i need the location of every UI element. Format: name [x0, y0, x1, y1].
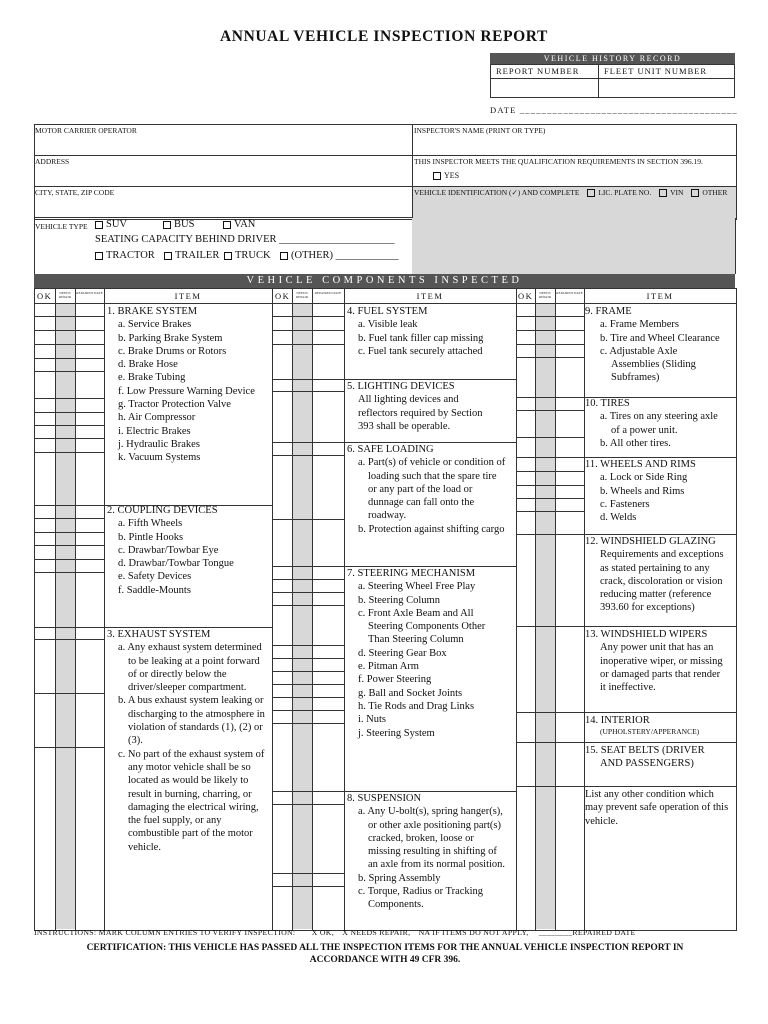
fuel-item: b. Fuel tank filler cap missing [358, 332, 484, 344]
ok-header-3: OK [518, 291, 534, 301]
steering-mechanism-title: 7. STEERING MECHANISM [347, 568, 476, 579]
steering-item: i. Nuts [358, 714, 387, 726]
lighting-devices-section [347, 380, 516, 433]
needs-repair-column-1 [55, 303, 75, 929]
motor-carrier-operator-label: MOTOR CARRIER OPERATOR [35, 126, 137, 135]
fleet-unit-label: FLEET UNIT NUMBER [604, 66, 708, 76]
exhaust-text: violation of standards (1), (2) or [128, 722, 263, 734]
brake-system-title: 1. BRAKE SYSTEM [107, 306, 198, 317]
exhaust-text: the fuel supply, or any [128, 815, 222, 827]
lighting-text: 393 shall be operable. [358, 420, 451, 432]
carrier-info-block [34, 124, 737, 220]
instructions-repair: X NEEDS REPAIR, [342, 928, 411, 937]
coupling-devices-title: 2. COUPLING DEVICES [107, 505, 218, 516]
brake-item: i. Electric Brakes [118, 425, 191, 437]
tires-text: b. All other tires. [600, 437, 671, 449]
steering-item: d. Steering Gear Box [358, 647, 447, 659]
exhaust-text: to be leaking at a point forward [128, 655, 260, 667]
item-header-3: ITEM [646, 291, 674, 301]
frame-item: Assemblies (Sliding [611, 359, 696, 371]
glazing-text: Requirements and exceptions [600, 549, 724, 561]
loading-text: or any part of the load or [368, 483, 473, 495]
exhaust-text: b. A bus exhaust system leaking or [118, 695, 264, 707]
exhaust-text: vehicle. [128, 841, 161, 853]
wheels-item: b. Wheels and Rims [600, 485, 685, 497]
windshield-glazing-title: 12. WINDSHIELD GLAZING [585, 536, 716, 547]
suspension-text: a. Any U-bolt(s), spring hanger(s), [358, 806, 503, 818]
steering-item: e. Pitman Arm [358, 661, 419, 673]
fuel-system-section [347, 305, 516, 358]
wheels-item: c. Fasteners [600, 498, 650, 510]
trailer-checkbox-icon[interactable] [164, 252, 172, 260]
tractor-checkbox-icon[interactable] [95, 252, 103, 260]
tires-text: of a power unit. [611, 424, 678, 436]
brake-item: c. Brake Drums or Rotors [118, 345, 227, 357]
steering-mechanism-section [347, 567, 516, 740]
frame-item: a. Frame Members [600, 319, 680, 331]
brake-item: k. Vacuum Systems [118, 452, 201, 464]
certification-statement: CERTIFICATION: THIS VEHICLE HAS PASSED ALL THE INSPECTION ITEMS FOR THE ANNUAL VEHICLE INSPECTION REPORT IN ACCORDANCE WITH 49 CFR 396. [86, 943, 684, 965]
tires-title: 10. TIRES [585, 398, 630, 409]
city-state-zip-label: CITY, STATE, ZIP CODE [35, 188, 115, 197]
seat-belts-cont: AND PASSENGERS) [600, 758, 694, 770]
tires-section [585, 397, 736, 450]
interior-subtitle: (UPHOLSTERY/APPERANCE) [600, 727, 700, 737]
instructions-line [34, 928, 735, 937]
fuel-item: c. Fuel tank securely attached [358, 345, 483, 357]
lighting-text: All lighting devices and [358, 394, 459, 406]
glazing-text: as stated pertaining to any [600, 562, 710, 574]
lic-plate-option[interactable]: LIC. PLATE NO. [587, 188, 651, 197]
report-number-field[interactable] [491, 78, 599, 97]
steering-item: Steering Components Other [368, 621, 486, 633]
needs-repair-column-2 [292, 303, 312, 929]
safe-loading-title: 6. SAFE LOADING [347, 444, 434, 455]
exhaust-text: (3). [128, 735, 143, 747]
steering-item: Than Steering Column [368, 634, 464, 646]
instructions-repaired-date: ________REPAIRED DATE [538, 928, 636, 937]
exhaust-text: of or directly below the [128, 668, 227, 680]
bus-option[interactable]: BUS [163, 219, 194, 230]
seating-capacity-field[interactable]: SEATING CAPACITY BEHIND DRIVER ______________________ [95, 234, 395, 245]
suspension-text: missing resulting in shifting of [368, 846, 497, 858]
trailer-option[interactable]: TRAILER [164, 250, 219, 261]
tires-text: a. Tires on any steering axle [600, 411, 718, 423]
other-condition-text: vehicle. [585, 815, 618, 827]
suv-option[interactable]: SUV [95, 219, 127, 230]
lic-plate-checkbox-icon[interactable] [587, 189, 595, 197]
interior-title: 14. INTERIOR [585, 715, 650, 726]
suspension-text: cracked, broken, loose or [368, 832, 474, 844]
suv-checkbox-icon[interactable] [95, 221, 103, 229]
vehicle-history-grid [490, 64, 735, 98]
coupling-item: d. Drawbar/Towbar Tongue [118, 558, 234, 570]
ok-header-2: OK [275, 291, 291, 301]
repaired-date-header-1: REPAIRED DATE [76, 291, 103, 295]
seat-belts-title: 15. SEAT BELTS (DRIVER [585, 745, 705, 756]
coupling-devices-section [107, 504, 272, 597]
brake-item: b. Parking Brake System [118, 332, 223, 344]
wheels-item: a. Lock or Side Ring [600, 472, 688, 484]
wipers-text: inoperative wiper, or missing [600, 655, 723, 667]
wheels-item: d. Welds [600, 512, 637, 524]
exhaust-text: a. Any exhaust system determined [118, 642, 262, 654]
wipers-text: or damaged parts that render [600, 668, 721, 680]
glazing-text: crack, discoloration or vision [600, 575, 723, 587]
frame-item: b. Tire and Wheel Clearance [600, 332, 720, 344]
other-id-checkbox-icon[interactable] [691, 189, 699, 197]
item-header-1: ITEM [174, 291, 202, 301]
steering-item: f. Power Steering [358, 674, 432, 686]
needs-repair-header-1: NEEDS REPAIR [58, 291, 72, 299]
wipers-text: Any power unit that has an [600, 642, 714, 654]
qualification-yes[interactable] [433, 171, 459, 180]
frame-item: Subframes) [611, 372, 660, 384]
brake-system-section [107, 305, 272, 465]
frame-item: c. Adjustable Axle [600, 345, 678, 357]
frame-title: 9. FRAME [585, 306, 632, 317]
coupling-item: f. Saddle-Mounts [118, 584, 191, 596]
coupling-item: c. Drawbar/Towbar Eye [118, 544, 219, 556]
glazing-text: reducing matter (reference [600, 589, 712, 601]
repaired-date-header-3: REPAIRED DATE [556, 291, 583, 295]
steering-item: c. Front Axle Beam and All [358, 607, 474, 619]
wipers-text: it ineffective. [600, 682, 656, 694]
exhaust-text: c. No part of the exhaust system of [118, 748, 265, 760]
ok-header-1: OK [37, 291, 53, 301]
exhaust-text: any motor vehicle shall be so [128, 761, 251, 773]
components-header: VEHICLE COMPONENTS INSPECTED [34, 274, 735, 288]
seat-belts-section [585, 744, 736, 771]
tractor-option[interactable]: TRACTOR [95, 250, 155, 261]
address-label: ADDRESS [35, 157, 70, 166]
suspension-text: b. Spring Assembly [358, 872, 441, 884]
glazing-text: 393.60 for exceptions) [600, 602, 695, 614]
exhaust-system-title: 3. EXHAUST SYSTEM [107, 629, 211, 640]
report-title: ANNUAL VEHICLE INSPECTION REPORT [220, 28, 548, 45]
fuel-item: a. Visible leak [358, 319, 418, 331]
yes-label: YES [444, 171, 460, 180]
vehicle-type-label: VEHICLE TYPE [35, 222, 88, 231]
brake-item: d. Brake Hose [118, 359, 178, 371]
components-grid [34, 288, 737, 931]
needs-repair-header-3: NEEDS REPAIR [538, 291, 552, 299]
suspension-section [347, 792, 516, 912]
exhaust-text: damaging the electrical wiring, [128, 801, 259, 813]
wheels-rims-title: 11. WHEELS AND RIMS [585, 459, 696, 470]
frame-section [585, 305, 736, 385]
exhaust-text: located as would be likely to [128, 775, 249, 787]
coupling-item: a. Fifth Wheels [118, 518, 183, 530]
agency-field[interactable] [412, 218, 736, 274]
brake-item: g. Tractor Protection Valve [118, 399, 231, 411]
vehicle-history-record [490, 53, 735, 98]
inspector-name-label: INSPECTOR'S NAME (PRINT OR TYPE) [414, 126, 546, 135]
loading-text: loading such that the spare tire [368, 470, 497, 482]
yes-checkbox-icon[interactable] [433, 172, 441, 180]
report-number-label: REPORT NUMBER [491, 65, 599, 78]
other-vehicle-option[interactable]: (OTHER) ____________ [280, 250, 399, 261]
wheels-rims-section [585, 458, 736, 524]
loading-text: b. Protection against shifting cargo [358, 523, 505, 535]
needs-repair-header-2: NEEDS REPAIR [295, 291, 309, 299]
qualification-label: THIS INSPECTOR MEETS THE QUALIFICATION REQUIREMENTS IN SECTION 396.19. [414, 157, 703, 166]
windshield-wipers-title: 13. WINDSHIELD WIPERS [585, 629, 708, 640]
exhaust-text: discharging to the atmosphere in [128, 708, 265, 720]
suspension-text: an axle from its normal position. [368, 859, 506, 871]
suspension-text: c. Torque, Radius or Tracking [358, 886, 484, 898]
loading-text: roadway. [368, 510, 407, 522]
loading-text: a. Part(s) of vehicle or condition of [358, 457, 506, 469]
safe-loading-section [347, 443, 516, 536]
van-checkbox-icon[interactable] [223, 221, 231, 229]
exhaust-text: result in burning, charring, or [128, 788, 252, 800]
lighting-devices-title: 5. LIGHTING DEVICES [347, 381, 455, 392]
vehicle-history-header: VEHICLE HISTORY RECORD [490, 53, 735, 64]
brake-item: h. Air Compressor [118, 412, 196, 424]
instructions-ok: X OK, [311, 928, 334, 937]
exhaust-text: combustible part of the motor [128, 828, 253, 840]
vin-checkbox-icon[interactable] [659, 189, 667, 197]
vehicle-id-label: VEHICLE IDENTIFICATION (✓) AND COMPLETE [414, 188, 580, 197]
steering-item: g. Ball and Socket Joints [358, 687, 463, 699]
other-id-option[interactable]: OTHER [691, 188, 727, 197]
bus-checkbox-icon[interactable] [163, 221, 171, 229]
other-vehicle-checkbox-icon[interactable] [280, 252, 288, 260]
steering-item: h. Tie Rods and Drag Links [358, 700, 475, 712]
exhaust-text: driver/sleeper compartment. [128, 682, 247, 694]
windshield-glazing-section [585, 535, 736, 615]
other-condition-text: may prevent safe operation of this [585, 802, 729, 814]
brake-item: a. Service Brakes [118, 319, 192, 331]
steering-item: j. Steering System [358, 727, 435, 739]
brake-item: f. Low Pressure Warning Device [118, 385, 255, 397]
interior-section [585, 714, 736, 736]
steering-item: b. Steering Column [358, 594, 440, 606]
truck-checkbox-icon[interactable] [224, 252, 232, 260]
lighting-text: reflectors required by Section [358, 407, 483, 419]
brake-item: j. Hydraulic Brakes [118, 438, 200, 450]
date-field[interactable]: DATE ________________________________________ [490, 105, 738, 115]
instructions-lead: INSTRUCTIONS: MARK COLUMN ENTRIES TO VERIFY INSPECTION: [34, 928, 296, 937]
suspension-text: or other axle positioning part(s) [368, 819, 501, 831]
other-condition-text: List any other condition which [585, 789, 714, 800]
suspension-text: Components. [368, 899, 424, 911]
item-header-2: ITEM [416, 291, 444, 301]
vehicle-id-line [414, 188, 727, 197]
fuel-system-title: 4. FUEL SYSTEM [347, 306, 428, 317]
truck-option[interactable]: TRUCK [224, 250, 271, 261]
windshield-wipers-section [585, 628, 736, 694]
steering-item: a. Steering Wheel Free Play [358, 581, 476, 593]
coupling-item: b. Pintle Hooks [118, 531, 184, 543]
exhaust-system-section [107, 628, 272, 854]
loading-text: dunnage can fall onto the [368, 497, 475, 509]
instructions-na: NA IF ITEMS DO NOT APPLY, [418, 928, 529, 937]
suspension-title: 8. SUSPENSION [347, 793, 422, 804]
coupling-item: e. Safety Devices [118, 571, 192, 583]
van-option[interactable]: VAN [223, 219, 255, 230]
brake-item: e. Brake Tubing [118, 372, 186, 384]
vin-option[interactable]: VIN [659, 188, 683, 197]
repaired-date-header-2: REPAIRED DATE [314, 291, 342, 295]
fleet-unit-field[interactable] [599, 78, 734, 97]
other-condition-section [585, 788, 736, 828]
